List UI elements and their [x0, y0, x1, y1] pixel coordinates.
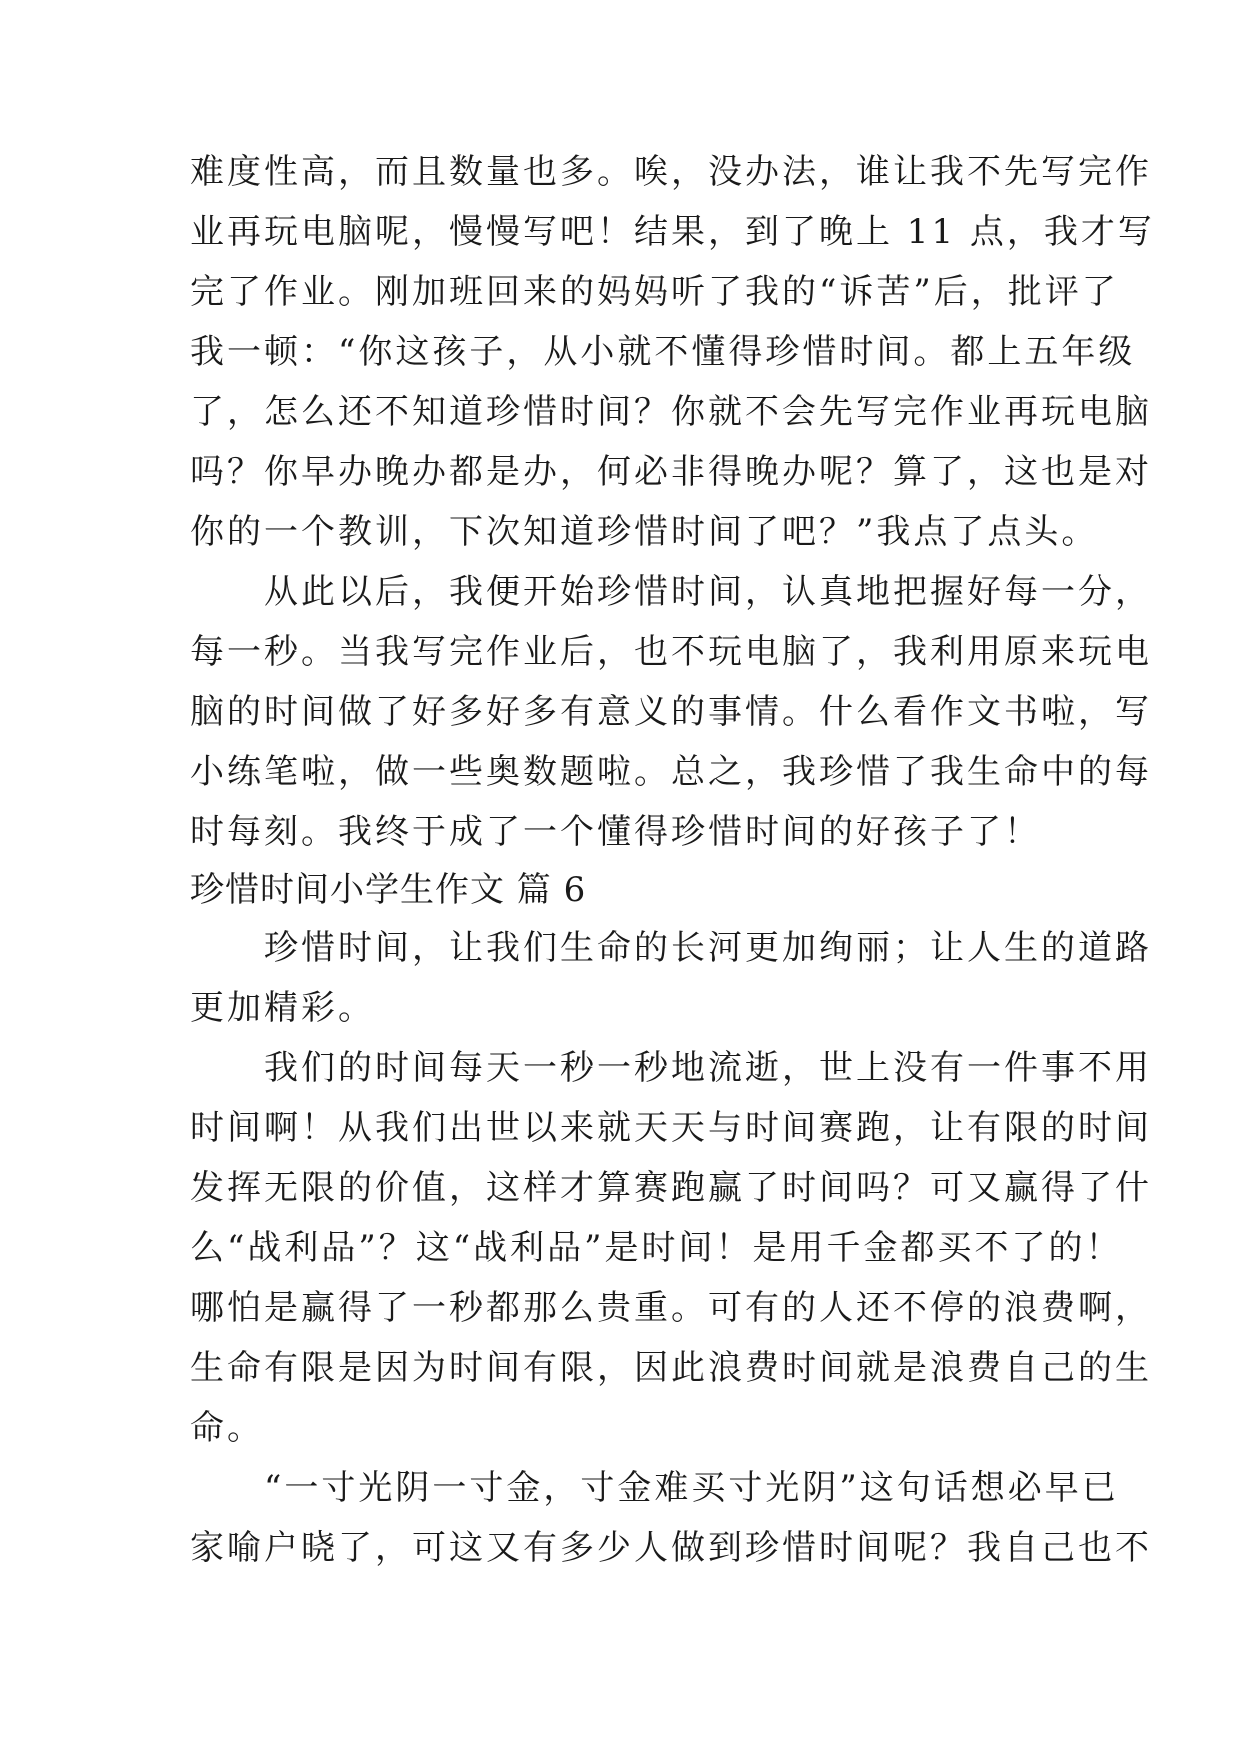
text-line: 吗？你早办晚办都是办，何必非得晚办呢？算了，这也是对	[190, 452, 1152, 492]
text-line: 时每刻。我终于成了一个懂得珍惜时间的好孩子了！	[190, 812, 1041, 852]
text-line: 每一秒。当我写完作业后，也不玩电脑了，我利用原来玩电	[190, 632, 1152, 672]
text-line: 哪怕是赢得了一秒都那么贵重。可有的人还不停的浪费啊，	[190, 1288, 1152, 1328]
text-line: 发挥无限的价值，这样才算赛跑赢了时间吗？可又赢得了什	[190, 1168, 1152, 1208]
text-line: 了，怎么还不知道珍惜时间？你就不会先写完作业再玩电脑	[190, 392, 1152, 432]
text-line: 完了作业。刚加班回来的妈妈听了我的“诉苦”后，批评了	[190, 272, 1119, 312]
text-line: 生命有限是因为时间有限，因此浪费时间就是浪费自己的生	[190, 1348, 1152, 1388]
section-heading: 珍惜时间小学生作文 篇 6	[190, 870, 587, 910]
text-line: 业再玩电脑呢，慢慢写吧！结果，到了晚上 11 点，我才写	[190, 212, 1155, 252]
text-line: 我们的时间每天一秒一秒地流逝，世上没有一件事不用	[190, 1048, 1152, 1088]
text-line: 难度性高，而且数量也多。唉，没办法，谁让我不先写完作	[190, 152, 1152, 192]
text-line: 珍惜时间，让我们生命的长河更加绚丽；让人生的道路	[190, 928, 1152, 968]
text-line: 家喻户晓了，可这又有多少人做到珍惜时间呢？我自己也不	[190, 1528, 1152, 1568]
text-line: 小练笔啦，做一些奥数题啦。总之，我珍惜了我生命中的每	[190, 752, 1152, 792]
text-line: “一寸光阴一寸金，寸金难买寸光阴”这句话想必早已	[190, 1468, 1119, 1508]
text-line: 更加精彩。	[190, 988, 375, 1028]
text-line: 命。	[190, 1408, 264, 1448]
text-line: 你的一个教训，下次知道珍惜时间了吧？”我点了点头。	[190, 512, 1099, 552]
text-line: 我一顿：“你这孩子，从小就不懂得珍惜时间。都上五年级	[190, 332, 1136, 372]
text-line: 么“战利品”？这“战利品”是时间！是用千金都买不了的！	[190, 1228, 1123, 1268]
essay-text	[190, 142, 1155, 1578]
text-line: 从此以后，我便开始珍惜时间，认真地把握好每一分，	[190, 572, 1152, 612]
text-line: 脑的时间做了好多好多有意义的事情。什么看作文书啦，写	[190, 692, 1152, 732]
text-line: 时间啊！从我们出世以来就天天与时间赛跑，让有限的时间	[190, 1108, 1152, 1148]
